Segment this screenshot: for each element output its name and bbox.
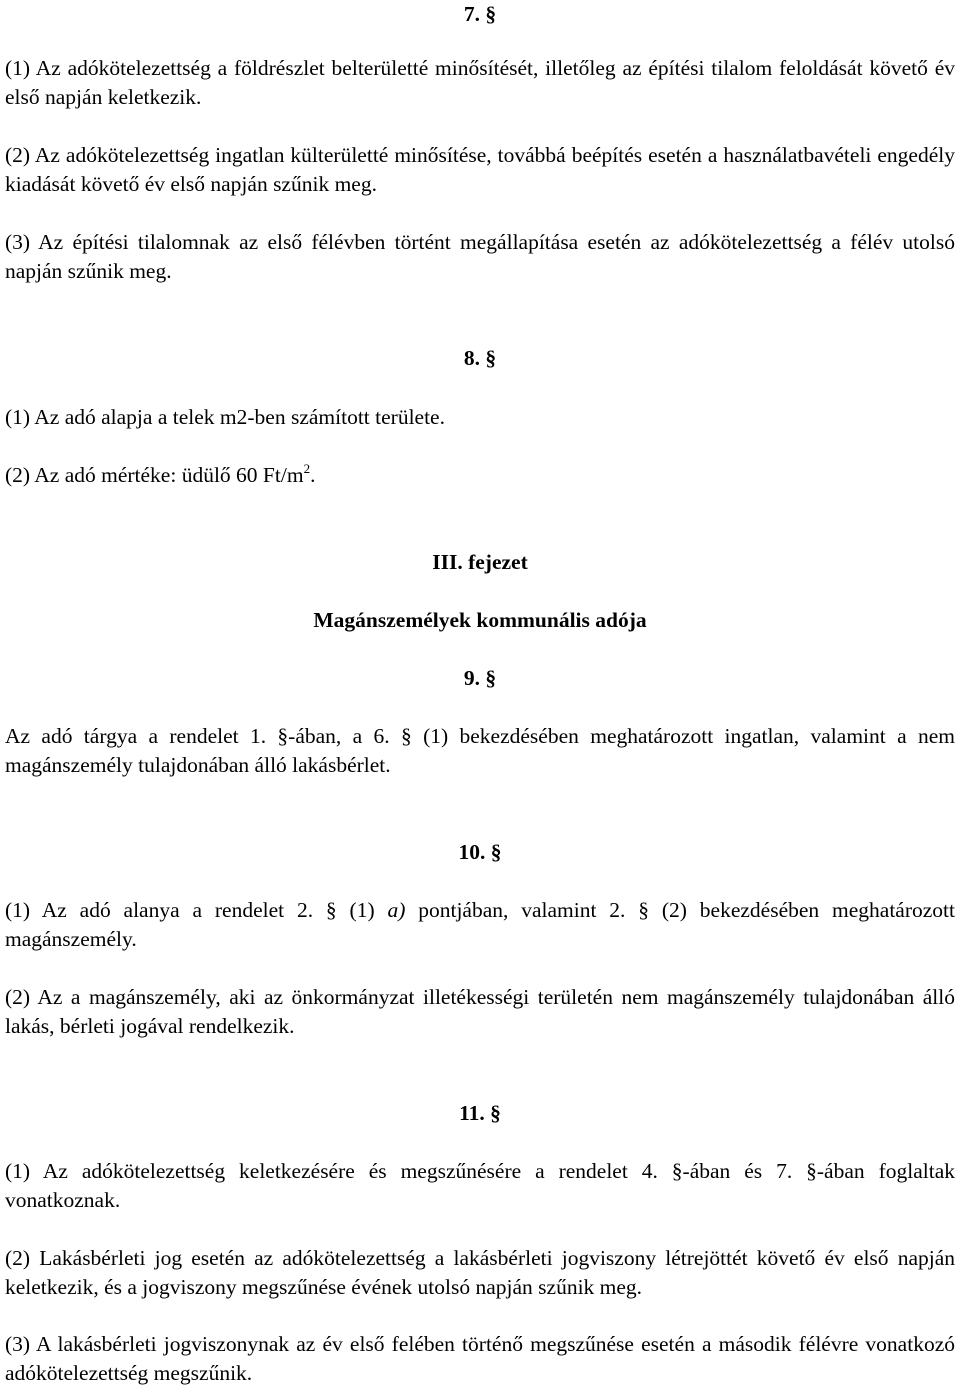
section-8-heading: 8. § xyxy=(463,346,497,370)
rate-period: . xyxy=(310,463,316,487)
section-10-paragraph-2: (2) Az a magánszemély, aki az önkormányzat illetékességi területén nem magánszemély tulajdonában álló lakás, bérleti jogával rendelkezik. xyxy=(5,985,955,1038)
section-11-paragraph-2: (2) Lakásbérleti jog esetén az adókötelezettség a lakásbérleti jogviszony létrejöttét követő év első napján keletkezik, és a jogviszony megszűnése évének utolsó napján szűnik meg. xyxy=(5,1246,955,1299)
rate-text: (2) Az adó mértéke: üdülő 60 Ft/m xyxy=(5,463,304,487)
section-7-paragraph-3: (3) Az építési tilalomnak az első félévben történt megállapítása esetén az adókötelezettség a félév utolsó napján szűnik meg. xyxy=(5,230,955,283)
section-11-paragraph-3: (3) A lakásbérleti jogviszonynak az év első felében történő megszűnése esetén a második félévre vonatkozó adókötelezettség megszűnik. xyxy=(5,1332,955,1385)
section-10-paragraph-1 xyxy=(5,896,955,954)
section-10-heading: 10. § xyxy=(458,840,502,864)
section-8-paragraph-1: (1) Az adó alapja a telek m2-ben számított területe. xyxy=(5,405,445,429)
section-11-heading: 11. § xyxy=(459,1101,501,1125)
section-8-paragraph-2 xyxy=(5,461,955,490)
s10-p1-end: pontjában, valamint 2. § (2) bekezdésében meghatározott magánszemély. xyxy=(5,898,955,951)
section-7-heading: 7. § xyxy=(463,2,497,26)
section-9-paragraph-1: Az adó tárgya a rendelet 1. §-ában, a 6. § (1) bekezdésében meghatározott ingatlan, valamint a nem magánszemély tulajdonában álló lakásbérlet. xyxy=(5,724,955,777)
section-9-heading: 9. § xyxy=(463,666,497,690)
section-7-paragraph-2: (2) Az adókötelezettség ingatlan külterületté minősítése, továbbá beépítés esetén a használatbavételi engedély kiadását követő év első napján szűnik meg. xyxy=(5,143,955,196)
s10-p1-start: (1) Az adó alanya a rendelet 2. § (1) xyxy=(5,898,388,922)
chapter-number: III. fejezet xyxy=(432,550,528,574)
s10-p1-point: a) xyxy=(387,898,406,922)
section-7-paragraph-1: (1) Az adókötelezettség a földrészlet belterületté minősítését, illetőleg az építési tilalom feloldását követő év első napján keletkezik. xyxy=(5,56,955,109)
superscript-2: 2 xyxy=(303,461,311,476)
chapter-title: Magánszemélyek kommunális adója xyxy=(313,608,647,632)
section-11-paragraph-1: (1) Az adókötelezettség keletkezésére és megszűnésére a rendelet 4. §-ában és 7. §-ában foglaltak vonatkoznak. xyxy=(5,1159,955,1212)
